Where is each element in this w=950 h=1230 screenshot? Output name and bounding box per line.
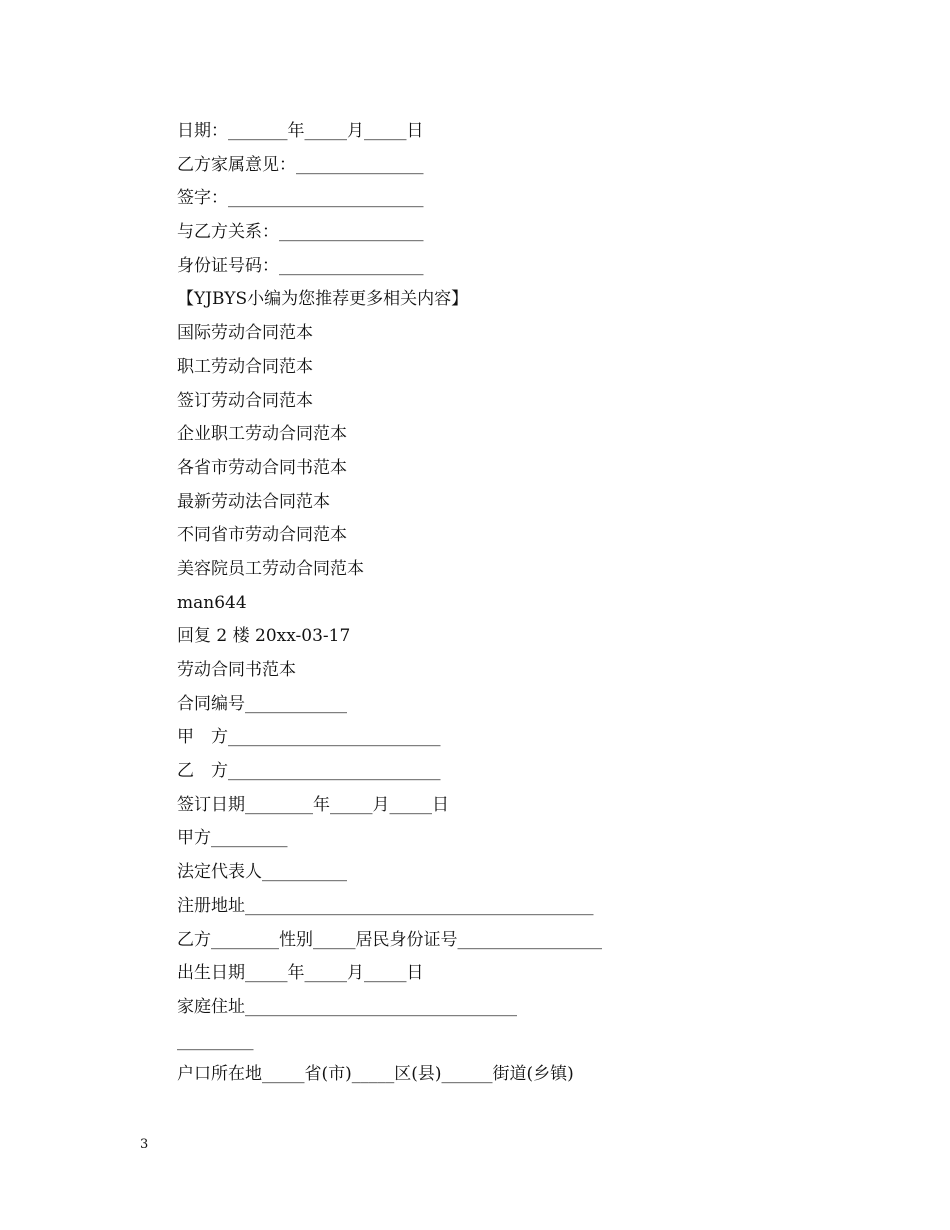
family-opinion-line: 乙方家属意见：_______________	[177, 154, 424, 175]
related-link-1: 国际劳动合同范本	[177, 323, 313, 344]
birth-date-line: 出生日期_____年_____月_____日	[177, 963, 424, 984]
registered-address-line: 注册地址_________________________________________	[177, 895, 594, 916]
date-line: 日期：_______年_____月_____日	[177, 121, 424, 141]
related-link-2: 职工劳动合同范本	[177, 356, 313, 377]
related-link-6: 最新劳动法合同范本	[177, 491, 330, 512]
party-b-line: 乙 方_________________________	[177, 761, 441, 782]
contract-number-line: 合同编号____________	[177, 693, 347, 714]
legal-representative-line: 法定代表人__________	[177, 862, 347, 883]
relationship-line: 与乙方关系：_________________	[177, 222, 424, 243]
related-link-7: 不同省市劳动合同范本	[177, 525, 347, 546]
party-b-details-line: 乙方________性别_____居民身份证号_________________	[177, 929, 602, 950]
related-link-8: 美容院员工劳动合同范本	[177, 558, 364, 579]
recommendation-heading: 【YJBYS小编为您推荐更多相关内容】	[177, 289, 469, 310]
party-a-name-line: 甲方_________	[177, 828, 288, 849]
home-address-line: 家庭住址________________________________	[177, 996, 517, 1017]
contract-title: 劳动合同书范本	[177, 660, 296, 680]
reply-info-line: 回复 2 楼 20xx-03-17	[177, 626, 351, 647]
household-registration-line: 户口所在地_____省(市)_____区(县)______街道(乡镇)	[177, 1064, 574, 1085]
related-link-5: 各省市劳动合同书范本	[177, 457, 347, 478]
document-body	[177, 115, 897, 1092]
signature-line: 签字：_______________________	[177, 188, 424, 209]
signing-date-line: 签订日期________年_____月_____日	[177, 794, 449, 815]
party-a-line: 甲 方_________________________	[177, 727, 441, 748]
page-number: 3	[140, 1137, 149, 1152]
related-link-3: 签订劳动合同范本	[177, 390, 313, 411]
id-number-line: 身份证号码：_________________	[177, 255, 424, 276]
username-line: man644	[177, 592, 247, 613]
home-address-continuation-line: _________	[177, 1030, 254, 1051]
related-link-4: 企业职工劳动合同范本	[177, 424, 347, 445]
